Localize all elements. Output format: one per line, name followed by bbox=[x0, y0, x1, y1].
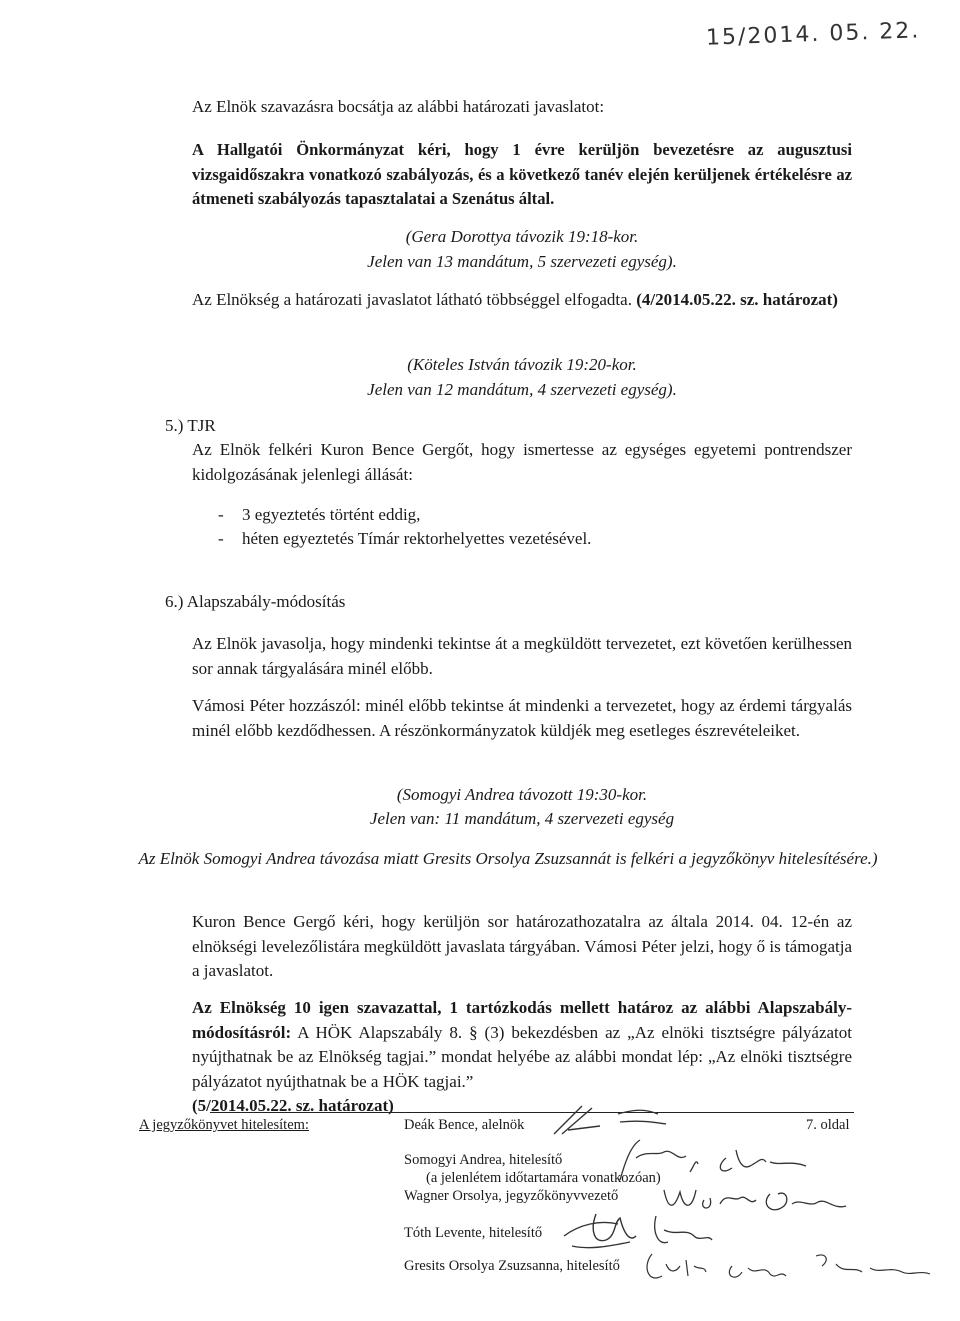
decision-2-text: A HÖK Alapszabály 8. § (3) bekezdésben az „Az elnöki tisztségre pályázatot nyújthatnak be az Elnökség tagjai.” mondat helyébe az alábbi mondat lép: „Az elnöki tisztségre pályázatot nyújthatnak be a HÖK tagjai.” bbox=[192, 1022, 852, 1091]
decision-2-ref: (5/2014.05.22. sz. határozat) bbox=[192, 1096, 394, 1115]
list-item: - 3 egyeztetés történt eddig, bbox=[218, 503, 838, 527]
signature-somogyi bbox=[580, 1136, 830, 1186]
decision-2 bbox=[192, 996, 852, 1119]
decision-1-ref: (4/2014.05.22. sz. határozat) bbox=[636, 290, 838, 309]
signer-5-name: Gresits Orsolya Zsuzsanna, hitelesítő bbox=[404, 1258, 620, 1274]
attendance-note-3-line1: (Somogyi Andrea távozott 19:30-kor. bbox=[396, 785, 648, 804]
footer-label: A jegyzőkönyvet hitelesítem: bbox=[139, 1117, 309, 1133]
decision-1-text: Az Elnökség a határozati javaslatot látható többséggel elfogadta. bbox=[192, 290, 637, 309]
intro-text: Az Elnök szavazásra bocsátja az alábbi határozati javaslatot: bbox=[192, 97, 605, 116]
attendance-note-1-line1: (Gera Dorottya távozik 19:18-kor. bbox=[405, 227, 639, 246]
section-6-heading: 6.) Alapszabály-módosítás bbox=[165, 592, 346, 611]
signer-4-name: Tóth Levente, hitelesítő bbox=[404, 1225, 543, 1241]
footer-divider bbox=[210, 1112, 854, 1113]
attendance-note-2-line1: (Köteles István távozik 19:20-kor. bbox=[407, 355, 637, 374]
section-5-text: Az Elnök felkéri Kuron Bence Gergőt, hogy ismertesse az egységes egyetemi pontrendszer kidolgozásának jelenlegi állását: bbox=[192, 440, 852, 484]
section-6-paragraph-3: Kuron Bence Gergő kéri, hogy kerüljön sor határozathozatalra az általa 2014. 04. 12-én az elnökségi levelezőlistára megküldött javaslata tárgyában. Vámosi Péter jelzi, hogy ő is támogatja a javaslatot. bbox=[192, 912, 852, 980]
attendance-note-3-line2: Jelen van: 11 mandátum, 4 szervezeti egység bbox=[369, 809, 675, 828]
signer-1-name: Deák Bence, alelnök bbox=[404, 1117, 525, 1133]
attendance-note-2-line2: Jelen van 12 mandátum, 4 szervezeti egység). bbox=[367, 380, 677, 399]
section-6-paragraph-1: Az Elnök javasolja, hogy mindenki tekintse át a megküldött tervezetet, ezt követően kerülhessen sor annak tárgyalására minél előbb. bbox=[192, 634, 852, 678]
attendance-note-4: Az Elnök Somogyi Andrea távozása miatt Gresits Orsolya Zsuzsannát is felkéri a jegyzőkönyv hitelesítésére.) bbox=[138, 849, 878, 868]
attendance-note-3 bbox=[192, 783, 852, 831]
signature-gresits bbox=[640, 1246, 940, 1290]
signer-3-name: Wagner Orsolya, jegyzőkönyvvezető bbox=[404, 1188, 619, 1204]
handwritten-date-stamp: 15/2014. 05. 22. bbox=[705, 18, 921, 51]
decision-1 bbox=[192, 288, 852, 313]
attendance-note-2 bbox=[192, 352, 852, 402]
attendance-note-1 bbox=[192, 224, 852, 274]
signature-deak bbox=[548, 1100, 688, 1140]
section-5-bullets bbox=[218, 503, 838, 551]
page-number: 7. oldal bbox=[806, 1117, 850, 1133]
list-item: - héten egyeztetés Tímár rektorhelyettes vezetésével. bbox=[218, 527, 838, 551]
decision-2-bold: Az Elnökség 10 igen szavazattal, 1 tartózkodás mellett határoz az alábbi Alapszabály-módosításról: bbox=[192, 998, 852, 1042]
section-5-heading: 5.) TJR bbox=[165, 416, 216, 435]
signer-2-name: Somogyi Andrea, hitelesítő bbox=[404, 1152, 563, 1168]
attendance-note-1-line2: Jelen van 13 mandátum, 5 szervezeti egység). bbox=[367, 252, 677, 271]
signer-2-note: (a jelenlétem időtartamára vonatkozóan) bbox=[426, 1170, 661, 1186]
proposal-text: A Hallgatói Önkormányzat kéri, hogy 1 évre kerüljön bevezetésre az augusztusi vizsgaidőszakra vonatkozó szabályozás, és a következő tanév elején kerüljenek értékelésre az átmeneti szabályozás tapasztalatai a Szenátus által. bbox=[192, 140, 852, 208]
section-6-paragraph-2: Vámosi Péter hozzászól: minél előbb tekintse át mindenki a tervezetet, hogy az érdemi tárgyalás minél előbb kezdődhessen. A részönkormányzatok küldjék meg esetleges észrevételeiket. bbox=[192, 696, 852, 740]
